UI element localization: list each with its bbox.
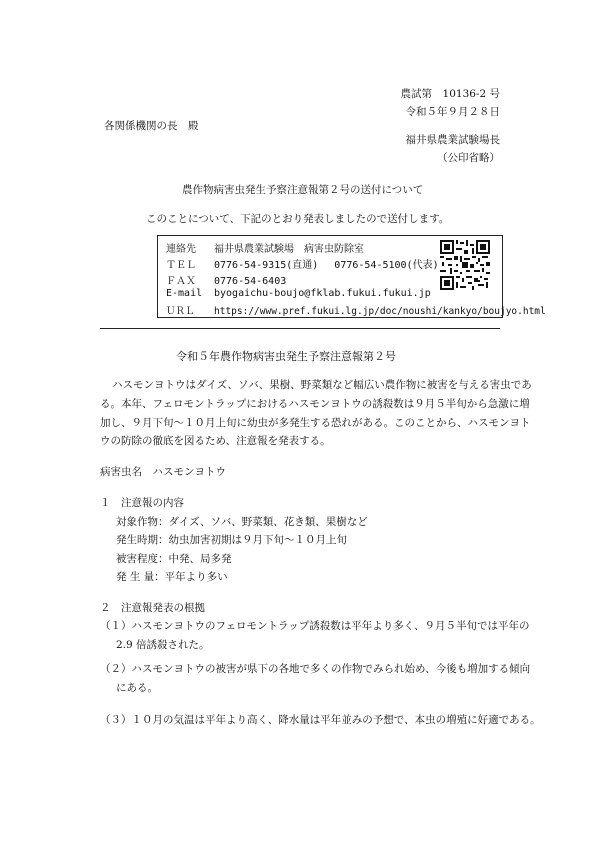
section2-heading: ２ 注意報発表の根拠: [100, 602, 205, 614]
contact-key: ＦＡＸ: [166, 276, 196, 287]
reason-line: （２）ハスモンヨトウの被害が県下の各地で多くの作物でみられ始め、今後も増加する傾向: [100, 663, 531, 675]
contact-row: [166, 288, 431, 299]
contact-key: ＵＲＬ: [166, 306, 195, 317]
section-divider: [100, 328, 500, 329]
intro-line: ハスモンヨトウはダイズ、ソバ、果樹、野菜類など幅広い農作物に被害を与える害虫であ: [112, 379, 532, 391]
notice-title: 令和５年農作物病害虫発生予察注意報第２号: [176, 350, 396, 363]
contact-value: byogaichu-boujo@fklab.fukui.fukui.jp: [214, 288, 431, 299]
contact-row: [166, 240, 364, 255]
document-number: 農試第 10136-2 号: [400, 88, 500, 100]
reason-line: （３）１０月の気温は平年より高く、降水量は平年並みの予想で、本虫の増殖に好適である。: [100, 714, 541, 726]
contact-key: 連絡先: [166, 244, 196, 255]
section1-item: 対象作物：ダイズ、ソバ、野菜類、花き類、果樹など: [116, 516, 368, 528]
contact-row: [166, 256, 439, 271]
contact-value: 0776-54-9315(直通) 0776-54-5100(代表): [214, 260, 439, 271]
intro-line: ウの防除の徹底を図るため、注意報を発表する。: [100, 435, 331, 447]
contact-value: 0776-54-6403: [214, 276, 287, 287]
contact-row: [166, 303, 546, 317]
section1-item: 発 生 量：平年より多い: [116, 571, 228, 583]
subject-line: 農作物病害虫発生予察注意報第２号の送付について: [182, 184, 424, 196]
intro-line: 加し、９月下旬～１０月上旬に幼虫が多発生する恐れがある。このことから、ハスモンヨト: [100, 417, 531, 429]
contact-box: [157, 235, 546, 318]
qr-code-icon: [440, 240, 490, 290]
contact-key: E-mail: [166, 288, 203, 299]
reason-line: （１）ハスモンヨトウのフェロモントラップ誘殺数は平年より多く、９月５半旬では平年の: [100, 620, 530, 632]
contact-value: 福井県農業試験場 病害虫防除室: [214, 244, 364, 255]
contact-row: [166, 272, 286, 287]
reason-line: にある。: [116, 682, 158, 694]
sender: 福井県農業試験場長: [405, 134, 500, 146]
contact-url[interactable]: https://www.pref.fukui.lg.jp/doc/noushi/kankyo/boujyo.html: [214, 306, 546, 317]
section1-item: 被害程度：中発、局多発: [116, 553, 232, 565]
reason-line: 2.9 倍誘殺された。: [116, 639, 210, 651]
section1-item: 発生時期：幼虫加害初期は９月下旬～１０月上旬: [116, 534, 347, 546]
pest-name: 病害虫名 ハスモンヨトウ: [100, 466, 226, 478]
recipient: 各関係機関の長 殿: [104, 120, 199, 132]
contact-key: ＴＥＬ: [166, 260, 196, 271]
intro-line: る。本年、フェロモントラップにおけるハスモンヨトウの誘殺数は９月５半旬から急激に増: [100, 398, 530, 410]
section1-heading: １ 注意報の内容: [100, 497, 184, 509]
seal-note: （公印省略）: [437, 152, 500, 164]
cover-body: このことについて、下記のとおり発表しましたので送付します。: [146, 213, 450, 225]
issue-date: 令和５年９月２８日: [405, 106, 500, 118]
